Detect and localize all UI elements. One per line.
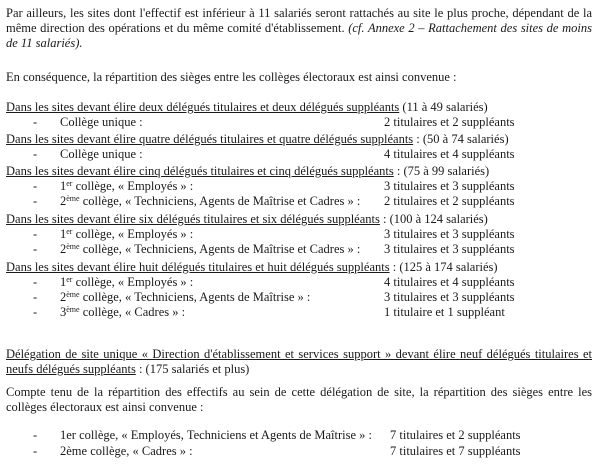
college-label: 2ème collège, « Cadres » : — [60, 444, 193, 458]
college-seats: 1 titulaire et 1 suppléant — [384, 305, 505, 319]
bullet-dash: - — [33, 194, 38, 208]
intro-paragraph — [6, 6, 592, 51]
bullet-dash: - — [33, 147, 38, 161]
bullet-dash: - — [33, 428, 38, 442]
college-seats: 3 titulaires et 3 suppléants — [384, 242, 515, 256]
college-label: 3ème collège, « Cadres » : — [60, 305, 186, 319]
college-label: 2ème collège, « Techniciens, Agents de Maîtrise et Cadres » : — [60, 242, 361, 256]
college-seats: 4 titulaires et 4 suppléants — [384, 147, 515, 161]
college-row — [0, 227, 600, 242]
section-heading-text: Dans les sites devant élire cinq délégués titulaires et cinq délégués suppléants — [6, 164, 394, 178]
section-heading — [6, 212, 488, 227]
college-row — [0, 275, 600, 290]
college-row — [0, 179, 600, 194]
college-row — [0, 290, 600, 305]
college-row — [0, 147, 600, 162]
college-seats: 3 titulaires et 3 suppléants — [384, 179, 515, 193]
section-heading — [6, 164, 489, 179]
college-seats: 4 titulaires et 4 suppléants — [384, 275, 515, 289]
section-range: : (50 à 74 salariés) — [413, 132, 509, 146]
bullet-dash: - — [33, 179, 38, 193]
college-seats: 7 titulaires et 2 suppléants — [390, 428, 521, 442]
college-seats: 3 titulaires et 3 suppléants — [384, 227, 515, 241]
intro-text: Par ailleurs, les sites dont l'effectif est inférieur à 11 salariés seront rattachés au site le plus proche, dépendant de la même direction des opérations et du même comité d'établissement. — [6, 6, 592, 35]
section-heading-text: Dans les sites devant élire quatre délégués titulaires et quatre délégués suppléants — [6, 132, 414, 146]
section-heading-text: Dans les sites devant élire six délégués titulaires et six délégués suppléants — [6, 212, 380, 226]
college-label: Collège unique : — [60, 115, 143, 129]
college-label: 2ème collège, « Techniciens, Agents de Maîtrise » : — [60, 290, 311, 304]
bullet-dash: - — [33, 242, 38, 256]
bullet-dash: - — [33, 290, 38, 304]
bullet-dash: - — [33, 115, 38, 129]
section-range: : (100 à 124 salariés) — [379, 212, 488, 226]
unique-delegation-heading — [6, 347, 592, 377]
college-label: 2ème collège, « Techniciens, Agents de Maîtrise et Cadres » : — [60, 194, 361, 208]
section-range: : (75 à 99 salariés) — [393, 164, 490, 178]
bullet-dash: - — [33, 305, 38, 319]
college-seats: 7 titulaires et 7 suppléants — [390, 444, 521, 458]
section-range: : (125 à 174 salariés) — [389, 260, 498, 274]
college-seats: 2 titulaires et 2 suppléants — [384, 194, 515, 208]
compte-paragraph: Compte tenu de la répartition des effectifs au sein de cette délégation de site, la répartition des sièges entre les collèges électoraux est ainsi convenue : — [6, 385, 592, 414]
college-row — [0, 115, 600, 130]
intro-reference: (cf. Annexe 2 – Rattachement des sites de moins de 11 salariés). — [6, 21, 592, 50]
unique-range: : (175 salariés et plus) — [135, 362, 250, 376]
college-seats: 3 titulaires et 3 suppléants — [384, 290, 515, 304]
college-seats: 2 titulaires et 2 suppléants — [384, 115, 515, 129]
college-label: Collège unique : — [60, 147, 143, 161]
bullet-dash: - — [33, 275, 38, 289]
section-heading — [6, 132, 509, 147]
unique-heading-text: Délégation de site unique « Direction d'établissement et services support » devant élire neuf délégués titulaires et neufs délégués suppléants — [6, 347, 592, 376]
consequence-sentence: En conséquence, la répartition des sièges entre les collèges électoraux est ainsi convenue : — [6, 70, 457, 84]
college-label: 1er collège, « Employés » : — [60, 227, 194, 241]
section-heading — [6, 100, 488, 115]
college-label: 1er collège, « Employés » : — [60, 179, 194, 193]
final-college-row — [0, 444, 600, 459]
college-label: 1er collège, « Employés, Techniciens et Agents de Maîtrise » : — [60, 428, 373, 442]
final-college-row — [0, 428, 600, 443]
bullet-dash: - — [33, 227, 38, 241]
college-row — [0, 305, 600, 320]
college-label: 1er collège, « Employés » : — [60, 275, 194, 289]
section-heading-text: Dans les sites devant élire huit délégués titulaires et huit délégués suppléants — [6, 260, 390, 274]
college-row — [0, 194, 600, 209]
bullet-dash: - — [33, 444, 38, 458]
section-range: (11 à 49 salariés) — [399, 100, 488, 114]
section-heading — [6, 260, 498, 275]
section-heading-text: Dans les sites devant élire deux délégués titulaires et deux délégués suppléants — [6, 100, 400, 114]
college-row — [0, 242, 600, 257]
